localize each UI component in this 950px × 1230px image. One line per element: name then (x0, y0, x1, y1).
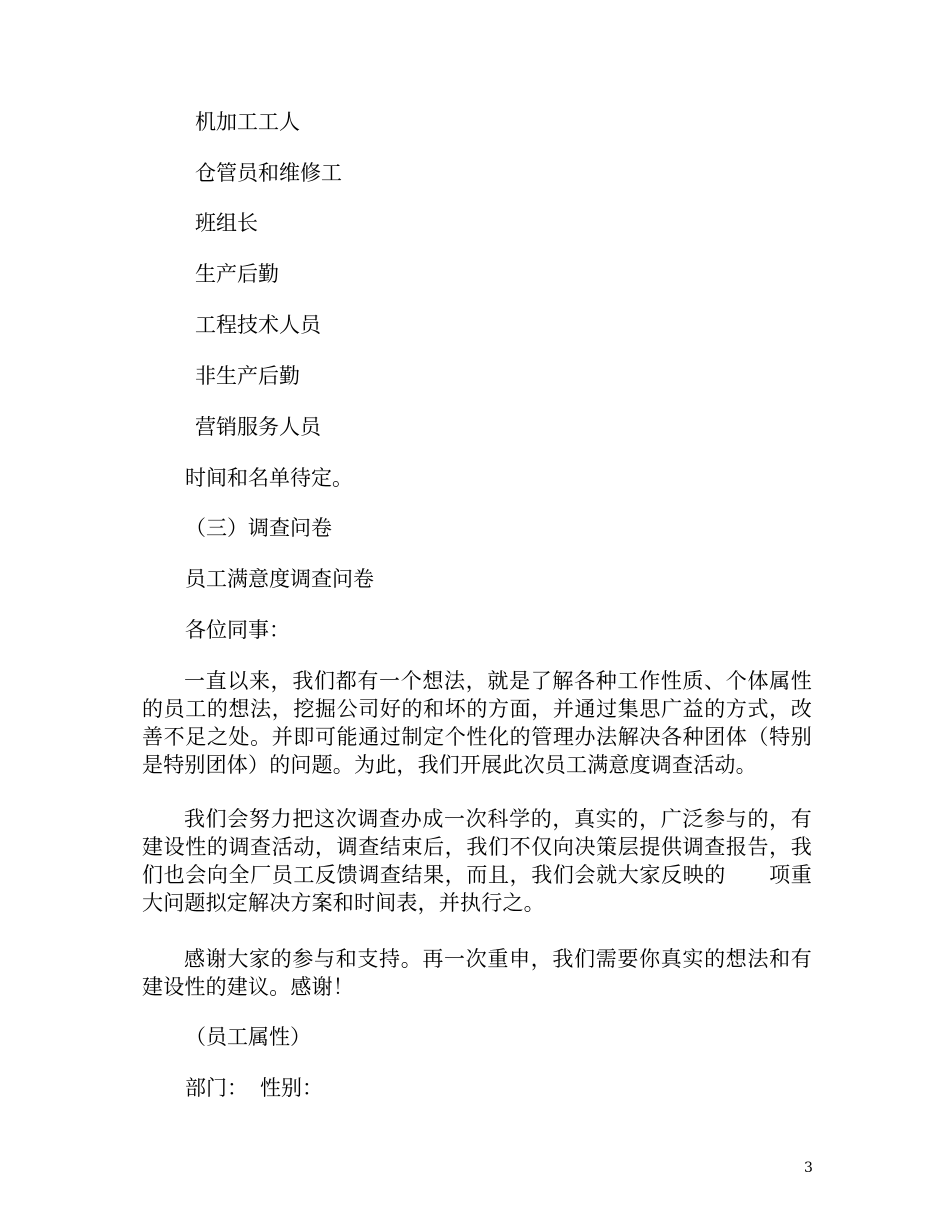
list-item: 生产后勤 (195, 262, 279, 286)
schedule-note: 时间和名单待定。 (185, 466, 353, 490)
greeting: 各位同事： (185, 618, 290, 642)
gender-field-label: 性别： (260, 1076, 323, 1100)
intro-paragraph: 一直以来，我们都有一个想法，就是了解各种工作性质、个体属性的员工的想法，挖掘公司好的和坏的方面，并通过集思广益的方式，改善不足之处。并即可能通过制定个性化的管理办法解决各种团体（特别是特别团体）的问题。为此，我们开展此次员工满意度调查活动。 (142, 669, 812, 777)
department-field-label: 部门： (185, 1076, 248, 1100)
page-number: 3 (804, 1160, 813, 1176)
section-heading: （三）调查问卷 (185, 516, 332, 540)
attributes-heading: （员工属性） (185, 1025, 311, 1049)
list-item: 非生产后勤 (195, 364, 300, 388)
list-item: 仓管员和维修工 (195, 161, 342, 185)
list-item: 班组长 (195, 211, 258, 235)
list-item: 工程技术人员 (195, 313, 321, 337)
thanks-paragraph: 感谢大家的参与和支持。再一次重申，我们需要你真实的想法和有建设性的建议。感谢！ (142, 947, 812, 999)
list-item: 机加工工人 (195, 110, 300, 134)
questionnaire-title: 员工满意度调查问卷 (185, 567, 374, 591)
list-item: 营销服务人员 (195, 415, 321, 439)
commitment-paragraph: 我们会努力把这次调查办成一次科学的，真实的，广泛参与的，有建设性的调查活动，调查结束后，我们不仅向决策层提供调查报告，我们也会向全厂员工反馈调查结果，而且，我们会就大家反映的 项重大问题拟定解决方案和时间表，并执行之。 (142, 807, 812, 915)
